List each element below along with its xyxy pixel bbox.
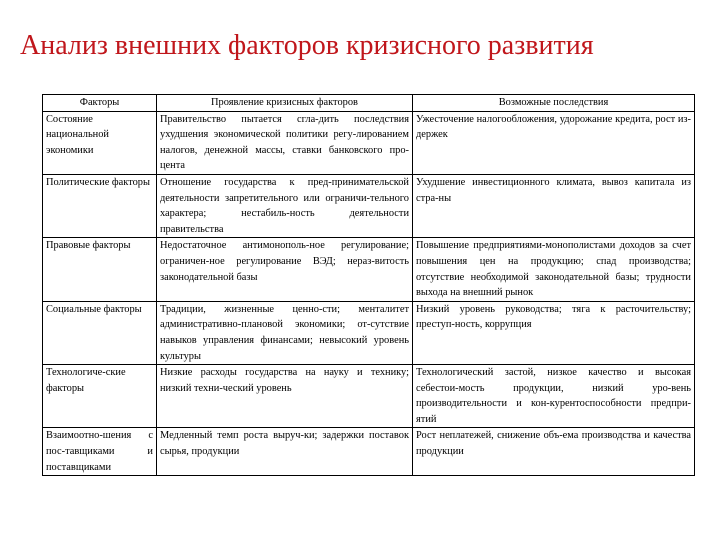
consequences-cell: Ужесточение налогообложения, удорожание кредита, рост из-держек (413, 111, 695, 174)
manifestation-cell: Традиции, жизненные ценно-сти; менталитет административно-плановой экономики; от-сутствие навыков управления финансами; невысокий уровень культуры (157, 301, 413, 364)
manifestation-cell: Недостаточное антимонополь-ное регулирование; ограничен-ное регулирование ВЭД; нераз-витость законодательной базы (157, 238, 413, 301)
page-title: Анализ внешних факторов кризисного развития (20, 30, 594, 61)
factors-table (42, 94, 695, 476)
factor-cell: Взаимоотно-шения с пос-тавщиками и поставщиками (43, 428, 157, 476)
table-row (43, 365, 695, 428)
manifestation-cell: Правительство пытается сгла-дить последствия ухудшения экономической политики регу-лированием налогов, денежной массы, ставки банковского про-цента (157, 111, 413, 174)
consequences-cell: Повышение предприятиями-монополистами доходов за счет повышения цен на продукцию; спад производства; отсутствие необходимой законодательной базы; трудности выхода на внешний рынок (413, 238, 695, 301)
consequences-cell: Технологический застой, низкое качество и высокая себестои-мость продукции, низкий уро-вень производительности и кон-курентоспособности предпри-ятий (413, 365, 695, 428)
consequences-cell: Рост неплатежей, снижение объ-ема производства и качества продукции (413, 428, 695, 476)
table-header-row (43, 95, 695, 112)
factor-cell: Правовые факторы (43, 238, 157, 301)
table-row (43, 301, 695, 364)
table-row (43, 174, 695, 237)
manifestation-cell: Отношение государства к пред-принимательской деятельности запретительного или ограничи-тельного характера; нестабиль-ность деятельности правительства (157, 174, 413, 237)
table-row (43, 111, 695, 174)
consequences-cell: Ухудшение инвестиционного климата, вывоз капитала из стра-ны (413, 174, 695, 237)
header-factors: Факторы (43, 95, 157, 112)
consequences-cell: Низкий уровень руководства; тяга к расточительству; преступ-ность, коррупция (413, 301, 695, 364)
table-row (43, 238, 695, 301)
table-row (43, 428, 695, 476)
factor-cell: Технологиче-ские факторы (43, 365, 157, 428)
manifestation-cell: Низкие расходы государства на науку и технику; низкий техни-ческий уровень (157, 365, 413, 428)
factor-cell: Политические факторы (43, 174, 157, 237)
header-consequences: Возможные последствия (413, 95, 695, 112)
factor-cell: Социальные факторы (43, 301, 157, 364)
factor-cell: Состояние национальной экономики (43, 111, 157, 174)
header-manifestation: Проявление кризисных факторов (157, 95, 413, 112)
manifestation-cell: Медленный темп роста выруч-ки; задержки поставок сырья, продукции (157, 428, 413, 476)
